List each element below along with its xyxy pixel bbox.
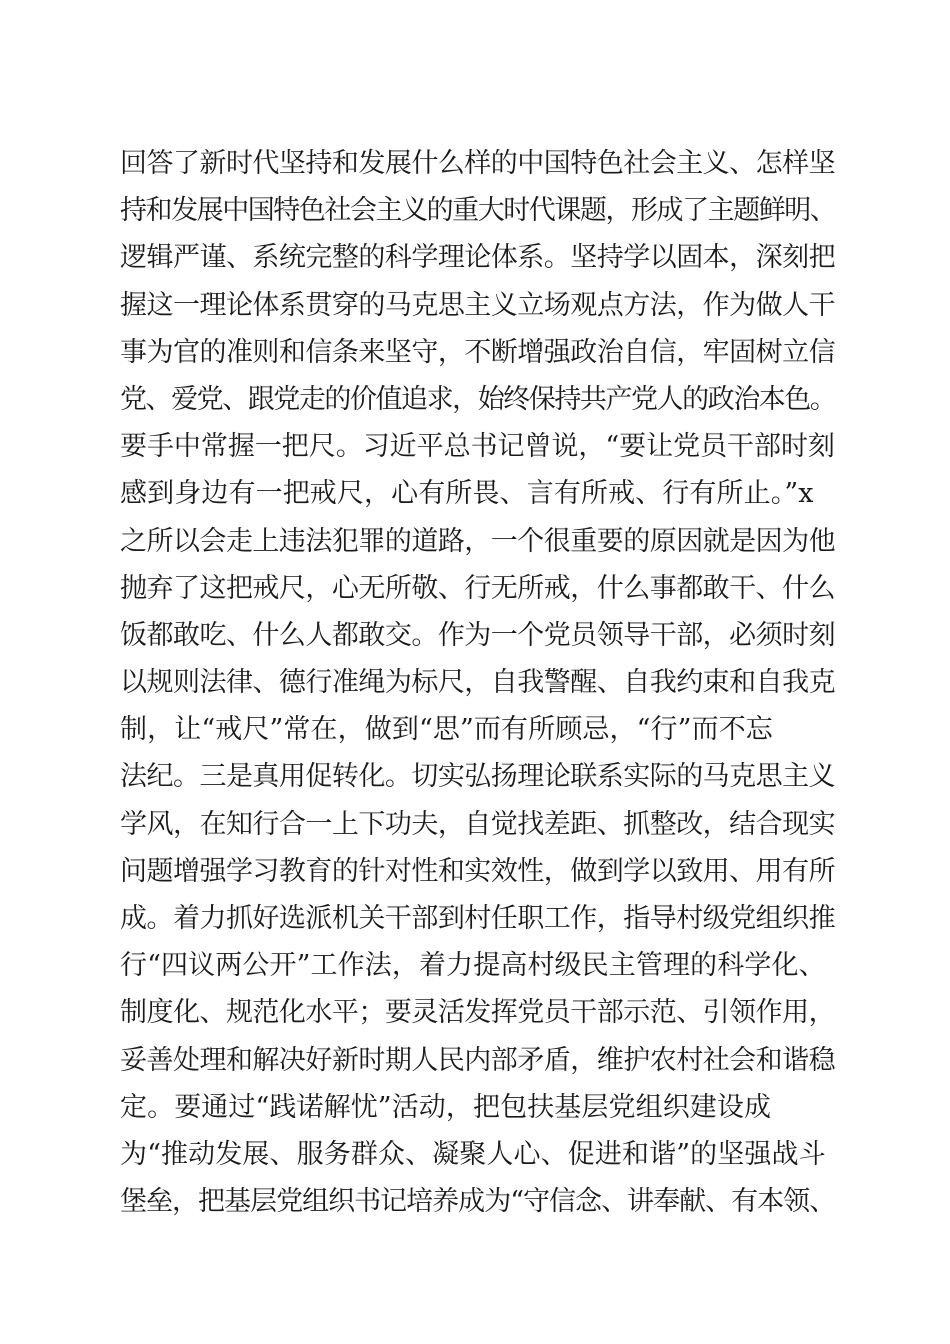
body-text (120, 140, 840, 1225)
text-line: 事为官的准则和信条来坚守，不断增强政治自信，牢固树立信 (120, 336, 836, 368)
text-line: 学风，在知行合一上下功夫，自觉找差距、抓整改，结合现实 (120, 808, 836, 840)
text-line: 定。要通过“践诺解忧”活动，把包扶基层党组织建设成 (120, 1091, 772, 1123)
text-line: 为“推动发展、服务群众、凝聚人心、促进和谐”的坚强战斗 (120, 1138, 826, 1170)
text-line: 之所以会走上违法犯罪的道路，一个很重要的原因就是因为他 (120, 525, 836, 557)
text-line: 回答了新时代坚持和发展什么样的中国特色社会主义、怎样坚 (120, 148, 836, 179)
text-line: 饭都敢吃、什么人都敢交。作为一个党员领导干部，必须时刻 (120, 619, 836, 651)
text-line: 感到身边有一把戒尺，心有所畏、言有所戒、行有所止。”x (120, 478, 814, 510)
text-line: 逻辑严谨、系统完整的科学理论体系。坚持学以固本，深刻把 (120, 242, 836, 274)
text-line: 行“四议两公开”工作法，着力提高村级民主管理的科学化、 (120, 950, 826, 982)
text-line: 制度化、规范化水平；要灵活发挥党员干部示范、引领作用， (120, 997, 836, 1029)
text-line: 党、爱党、跟党走的价值追求，始终保持共产党人的政治本色。 (120, 383, 836, 415)
text-line: 堡垒，把基层党组织书记培养成为“守信念、讲奉献、有本领、 (120, 1186, 836, 1218)
text-line: 成。着力抓好选派机关干部到村任职工作，指导村级党组织推 (120, 903, 836, 934)
text-line: 妥善处理和解决好新时期人民内部矛盾，维护农村社会和谐稳 (120, 1044, 836, 1076)
text-line: 以规则法律、德行准绳为标尺，自我警醒、自我约束和自我克 (120, 667, 836, 699)
text-line: 握这一理论体系贯穿的马克思主义立场观点方法，作为做人干 (120, 289, 836, 321)
text-line: 持和发展中国特色社会主义的重大时代课题，形成了主题鲜明、 (120, 195, 836, 227)
text-line: 问题增强学习教育的针对性和实效性，做到学以致用、用有所 (120, 855, 836, 887)
text-line: 制，让“戒尺”常在，做到“思”而有所顾忌，“行”而不忘 (120, 714, 773, 746)
text-line: 法纪。三是真用促转化。切实弘扬理论联系实际的马克思主义 (120, 761, 836, 793)
text-line: 抛弃了这把戒尺，心无所敬、行无所戒，什么事都敢干、什么 (120, 572, 836, 604)
text-line: 要手中常握一把尺。习近平总书记曾说，“要让党员干部时刻 (120, 431, 835, 463)
